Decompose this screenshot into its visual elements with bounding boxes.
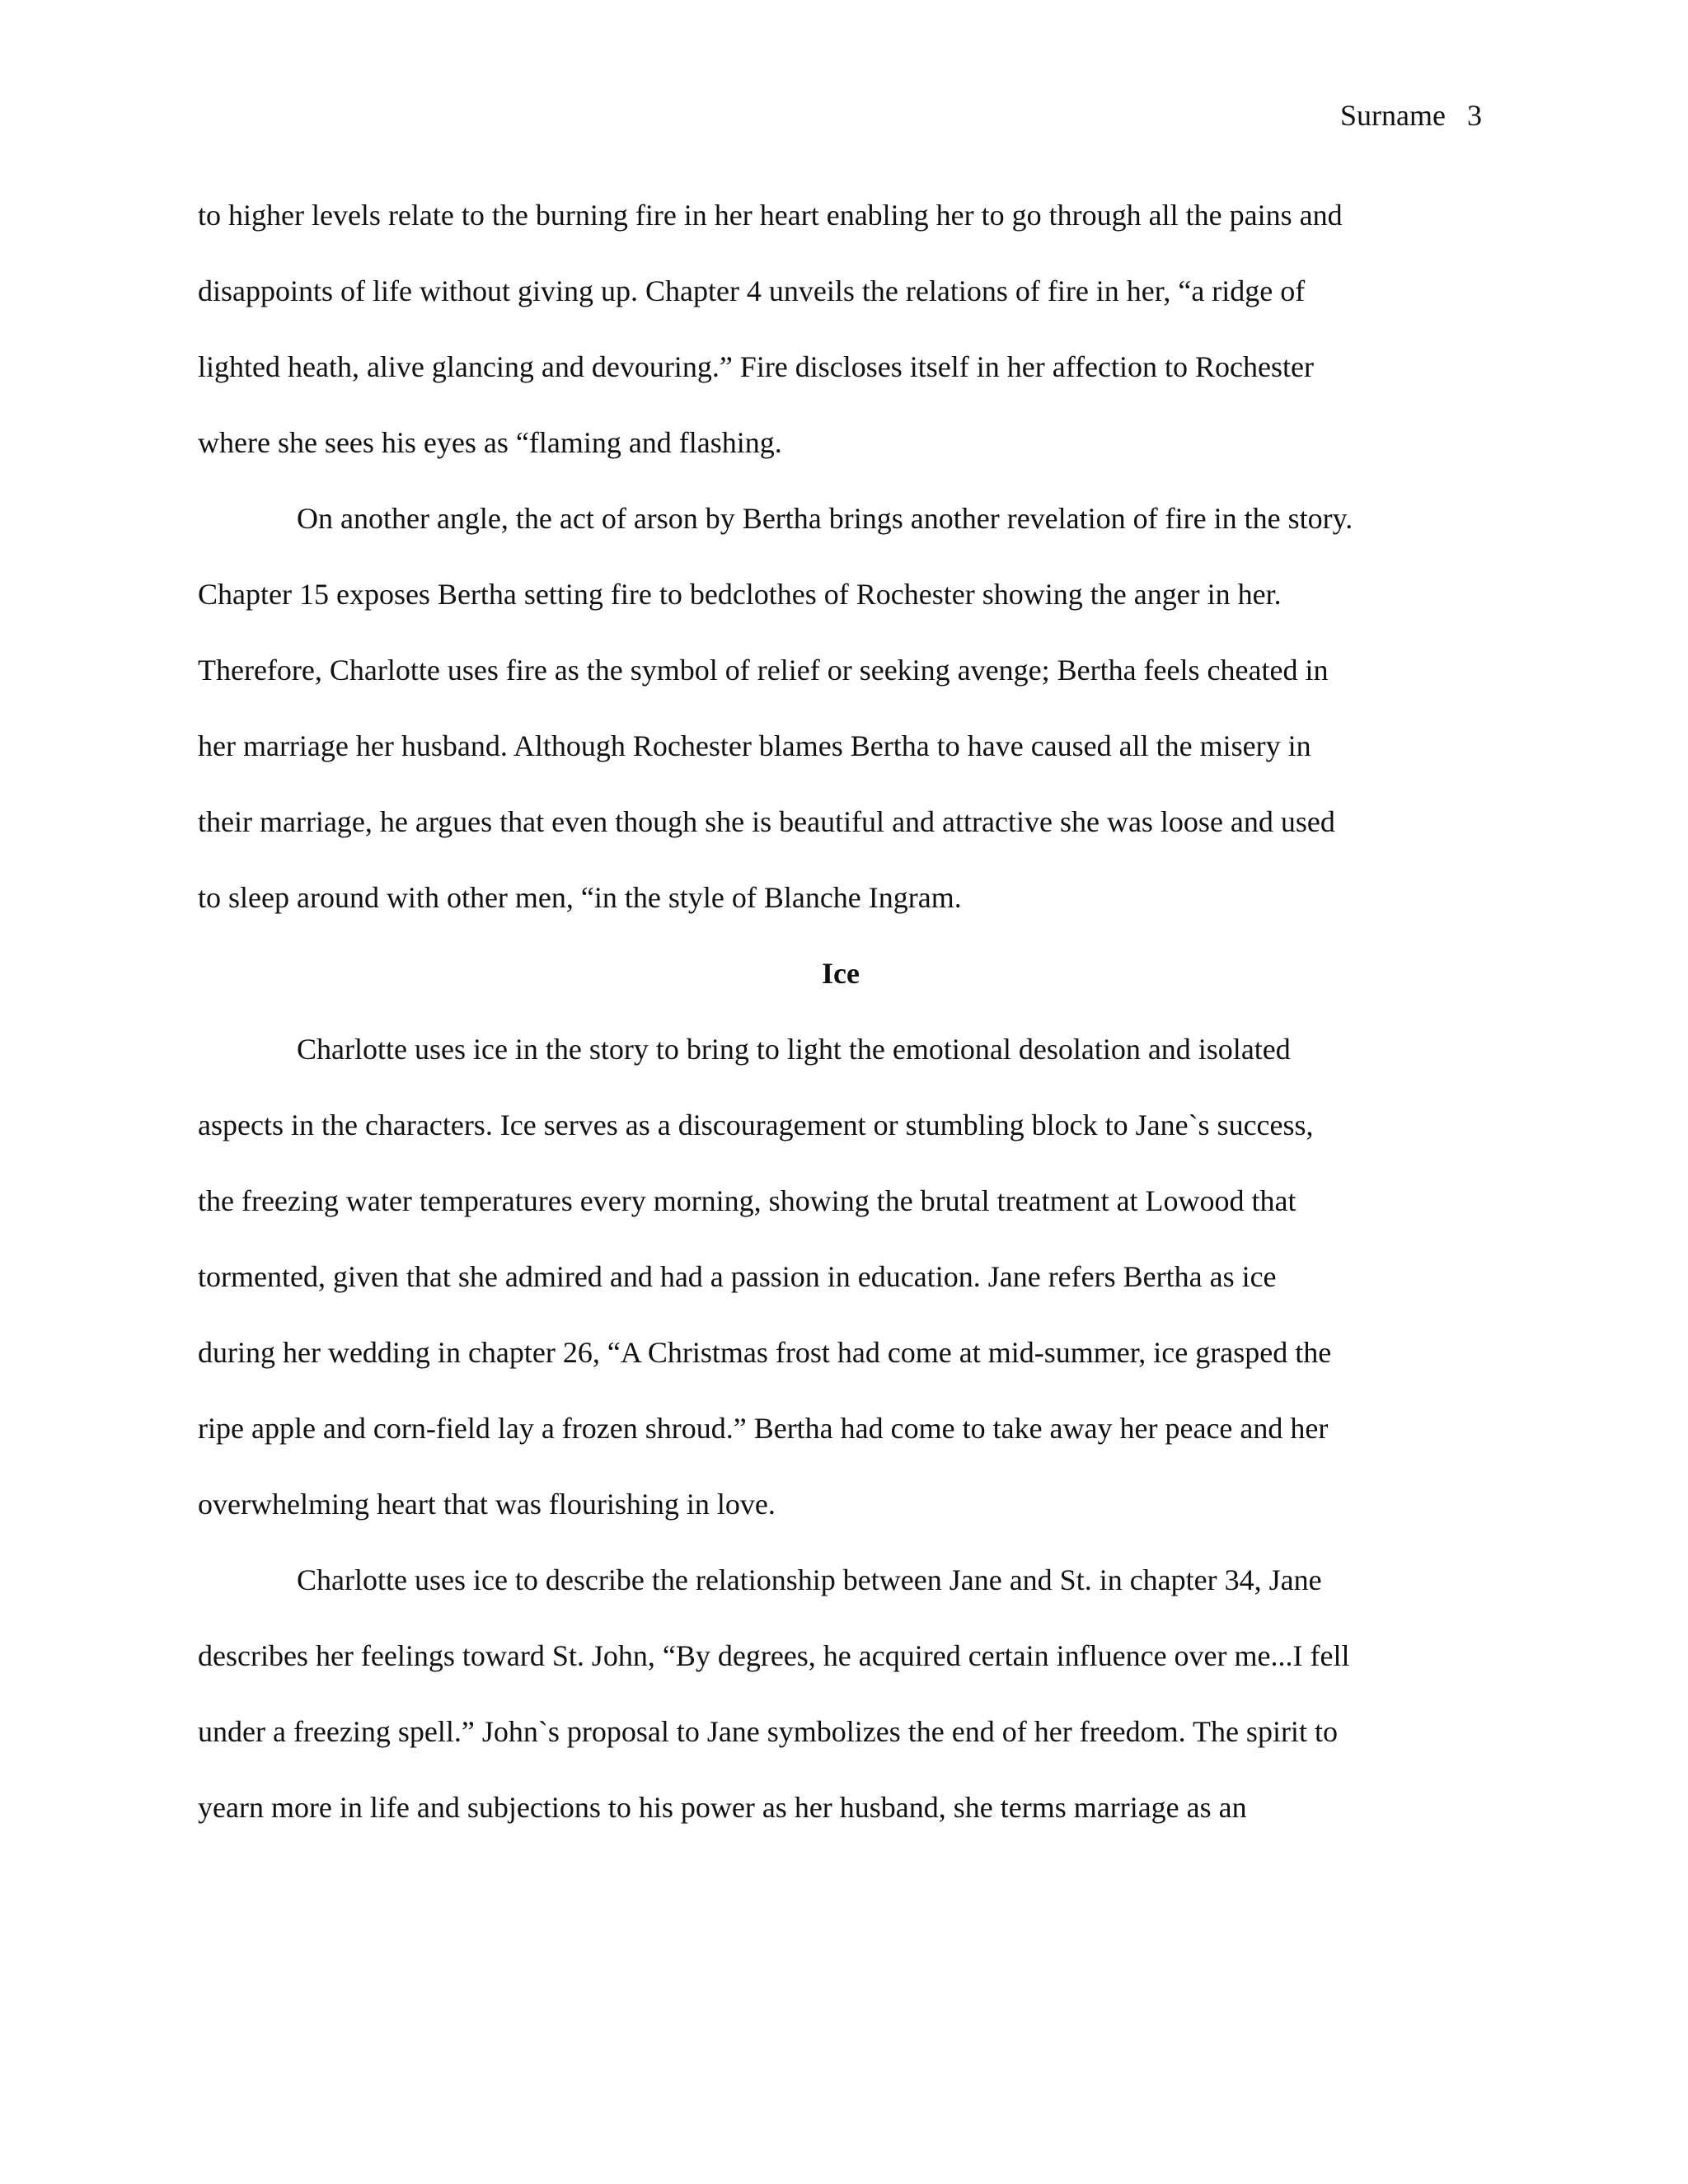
text-line: to higher levels relate to the burning fire in her heart enabling her to go through all the pains and [198,199,1343,232]
text-line: to sleep around with other men, “in the style of Blanche Ingram. [198,881,962,914]
text-line: during her wedding in chapter 26, “A Christmas frost had come at mid-summer, ice grasped the [198,1336,1332,1369]
section-heading: Ice [822,957,860,990]
text-line: yearn more in life and subjections to his power as her husband, she terms marriage as an [198,1791,1247,1824]
text-line: her marriage her husband. Although Rochester blames Bertha to have caused all the misery in [198,729,1311,762]
page-number: 3 [1467,99,1482,132]
body-text [198,193,1484,1861]
running-header [1340,96,1482,135]
text-line: where she sees his eyes as “flaming and flashing. [198,426,782,459]
text-line: ripe apple and corn-field lay a frozen shroud.” Bertha had come to take away her peace and her [198,1412,1329,1445]
text-line: the freezing water temperatures every morning, showing the brutal treatment at Lowood that [198,1184,1296,1217]
header-surname: Surname [1340,99,1446,132]
text-line: Charlotte uses ice in the story to bring to light the emotional desolation and isolated [297,1033,1291,1066]
text-line: Charlotte uses ice to describe the relationship between Jane and St. in chapter 34, Jane [297,1563,1322,1596]
text-line: tormented, given that she admired and had a passion in education. Jane refers Bertha as ice [198,1260,1277,1293]
text-line: aspects in the characters. Ice serves as a discouragement or stumbling block to Jane`s success, [198,1108,1314,1141]
text-line: Chapter 15 exposes Bertha setting fire to bedclothes of Rochester showing the anger in her. [198,578,1282,611]
text-line: their marriage, he argues that even though she is beautiful and attractive she was loose and used [198,805,1335,838]
text-line: Therefore, Charlotte uses fire as the symbol of relief or seeking avenge; Bertha feels cheated in [198,654,1329,687]
text-line: describes her feelings toward St. John, “By degrees, he acquired certain influence over me...I fell [198,1639,1350,1672]
text-line: overwhelming heart that was flourishing in love. [198,1488,776,1521]
text-line: lighted heath, alive glancing and devouring.” Fire discloses itself in her affection to Rochester [198,350,1314,383]
text-line: disappoints of life without giving up. Chapter 4 unveils the relations of fire in her, “a ridge of [198,274,1306,307]
text-line: On another angle, the act of arson by Bertha brings another revelation of fire in the story. [297,502,1353,535]
text-line: under a freezing spell.” John`s proposal to Jane symbolizes the end of her freedom. The spirit to [198,1715,1338,1748]
